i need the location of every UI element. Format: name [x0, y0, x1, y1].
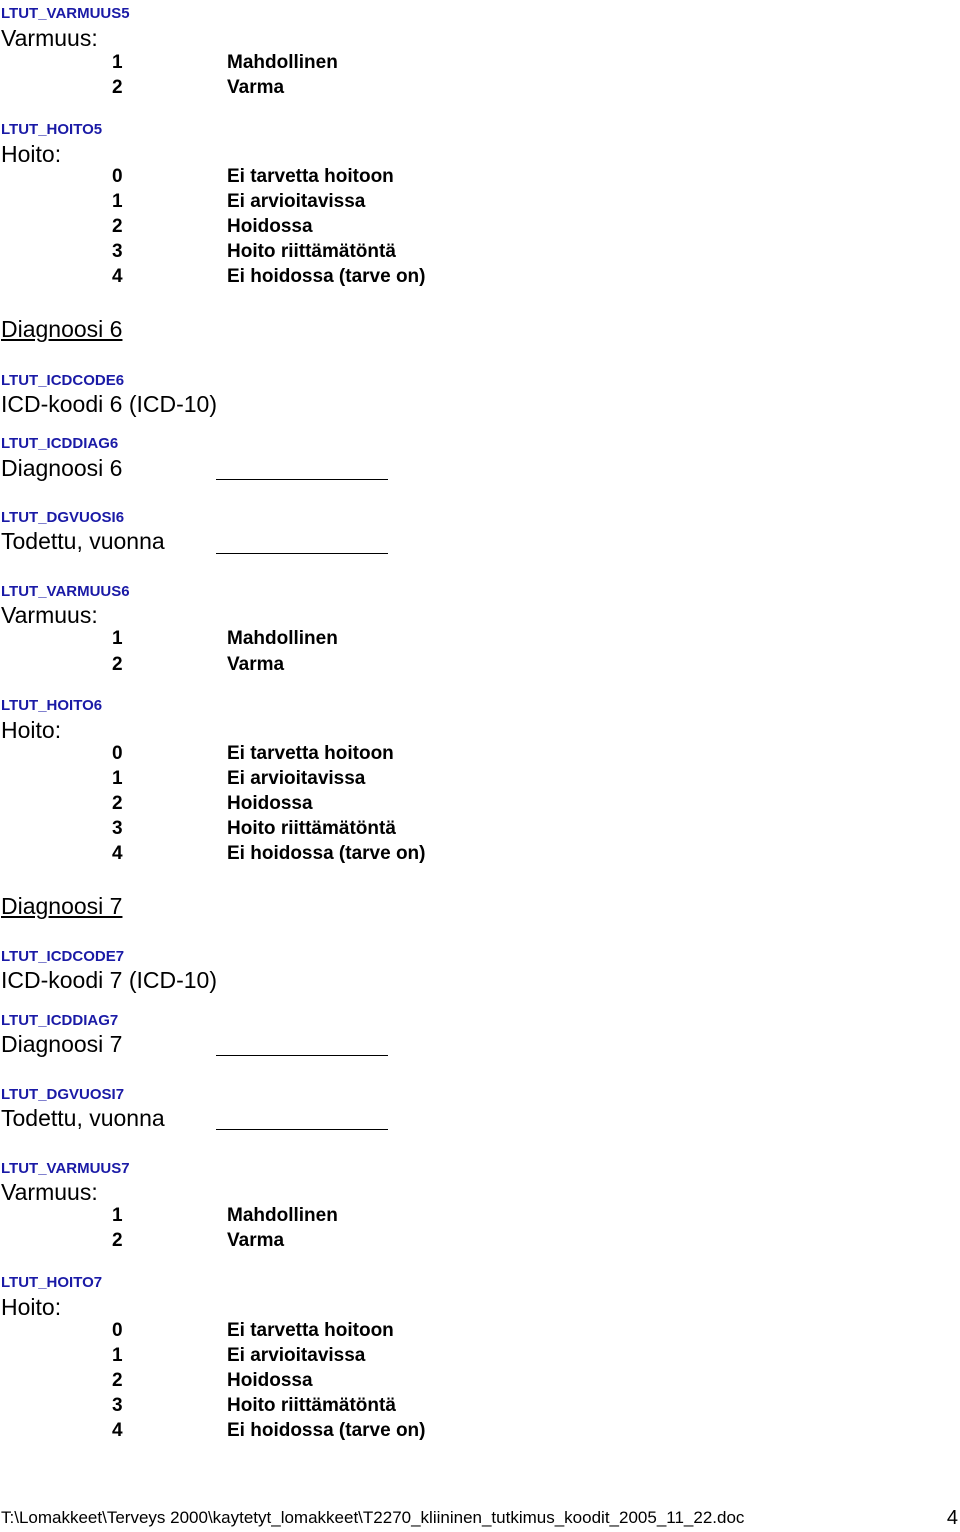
field-code-varmuus5: LTUT_VARMUUS5 [1, 5, 130, 22]
varmuus5-label: Varmuus: [1, 25, 98, 51]
hoito7-label: Hoito: [1, 1294, 62, 1320]
hoito7-option-num: 4 [112, 1420, 123, 1441]
varmuus5-option-text: Varma [227, 77, 285, 98]
varmuus6-option-text: Mahdollinen [227, 628, 338, 649]
hoito5-option-num: 1 [112, 191, 123, 212]
field-code-hoito6: LTUT_HOITO6 [1, 697, 103, 714]
hoito5-option-num: 3 [112, 241, 123, 262]
hoito6-option-text: Ei tarvetta hoitoon [227, 743, 394, 764]
icdcode7-label: ICD-koodi 7 (ICD-10) [1, 967, 217, 993]
hoito5-option-text: Hoito riittämätöntä [227, 241, 396, 262]
varmuus7-option-num: 2 [112, 1230, 123, 1251]
hoito6-option-num: 1 [112, 768, 123, 789]
varmuus5-option-num: 2 [112, 77, 123, 98]
field-code-icdcode7: LTUT_ICDCODE7 [1, 948, 125, 965]
hoito6-option-text: Ei hoidossa (tarve on) [227, 843, 426, 864]
field-code-icddiag6: LTUT_ICDDIAG6 [1, 435, 119, 452]
hoito6-option-text: Hoito riittämätöntä [227, 818, 396, 839]
hoito5-option-text: Ei tarvetta hoitoon [227, 166, 394, 187]
dgvuosi6-answer-line[interactable] [216, 553, 388, 554]
hoito7-option-num: 3 [112, 1395, 123, 1416]
varmuus5-option-num: 1 [112, 52, 123, 73]
hoito5-option-text: Ei hoidossa (tarve on) [227, 266, 426, 287]
varmuus7-option-text: Mahdollinen [227, 1205, 338, 1226]
hoito7-option-text: Hoito riittämätöntä [227, 1395, 396, 1416]
field-code-icddiag7: LTUT_ICDDIAG7 [1, 1012, 119, 1029]
hoito7-option-num: 0 [112, 1320, 123, 1341]
varmuus6-option-num: 2 [112, 654, 123, 675]
hoito7-option-text: Hoidossa [227, 1370, 313, 1391]
varmuus6-label: Varmuus: [1, 602, 98, 628]
hoito5-label: Hoito: [1, 141, 62, 167]
field-code-icdcode6: LTUT_ICDCODE6 [1, 372, 125, 389]
hoito7-option-text: Ei hoidossa (tarve on) [227, 1420, 426, 1441]
section-heading-diagnoosi6: Diagnoosi 6 [1, 316, 123, 342]
dgvuosi7-answer-line[interactable] [216, 1129, 388, 1130]
hoito6-option-num: 4 [112, 843, 123, 864]
footer-file-path: T:\Lomakkeet\Terveys 2000\kaytetyt_lomakkeet\T2270_kliininen_tutkimus_koodit_2005_11_22.doc [1, 1508, 745, 1527]
page-number: 4 [946, 1507, 958, 1529]
hoito7-option-num: 1 [112, 1345, 123, 1366]
varmuus6-option-num: 1 [112, 628, 123, 649]
hoito7-option-text: Ei tarvetta hoitoon [227, 1320, 394, 1341]
icddiag6-label: Diagnoosi 6 [1, 455, 123, 481]
varmuus5-option-text: Mahdollinen [227, 52, 338, 73]
hoito5-option-text: Hoidossa [227, 216, 313, 237]
dgvuosi6-label: Todettu, vuonna [1, 528, 165, 554]
varmuus7-option-text: Varma [227, 1230, 285, 1251]
field-code-varmuus7: LTUT_VARMUUS7 [1, 1160, 130, 1177]
section-heading-diagnoosi7: Diagnoosi 7 [1, 893, 123, 919]
field-code-hoito7: LTUT_HOITO7 [1, 1274, 103, 1291]
field-code-dgvuosi7: LTUT_DGVUOSI7 [1, 1086, 125, 1103]
icddiag7-answer-line[interactable] [216, 1055, 388, 1056]
hoito6-label: Hoito: [1, 717, 62, 743]
icdcode6-label: ICD-koodi 6 (ICD-10) [1, 391, 217, 417]
hoito5-option-num: 0 [112, 166, 123, 187]
hoito7-option-num: 2 [112, 1370, 123, 1391]
hoito5-option-num: 2 [112, 216, 123, 237]
varmuus7-option-num: 1 [112, 1205, 123, 1226]
hoito5-option-text: Ei arvioitavissa [227, 191, 366, 212]
hoito7-option-text: Ei arvioitavissa [227, 1345, 366, 1366]
hoito5-option-num: 4 [112, 266, 123, 287]
icddiag7-label: Diagnoosi 7 [1, 1031, 123, 1057]
hoito6-option-num: 0 [112, 743, 123, 764]
hoito6-option-text: Ei arvioitavissa [227, 768, 366, 789]
varmuus6-option-text: Varma [227, 654, 285, 675]
hoito6-option-num: 2 [112, 793, 123, 814]
icddiag6-answer-line[interactable] [216, 479, 388, 480]
dgvuosi7-label: Todettu, vuonna [1, 1105, 165, 1131]
hoito6-option-num: 3 [112, 818, 123, 839]
field-code-dgvuosi6: LTUT_DGVUOSI6 [1, 509, 125, 526]
field-code-hoito5: LTUT_HOITO5 [1, 121, 103, 138]
varmuus7-label: Varmuus: [1, 1179, 98, 1205]
field-code-varmuus6: LTUT_VARMUUS6 [1, 583, 130, 600]
hoito6-option-text: Hoidossa [227, 793, 313, 814]
